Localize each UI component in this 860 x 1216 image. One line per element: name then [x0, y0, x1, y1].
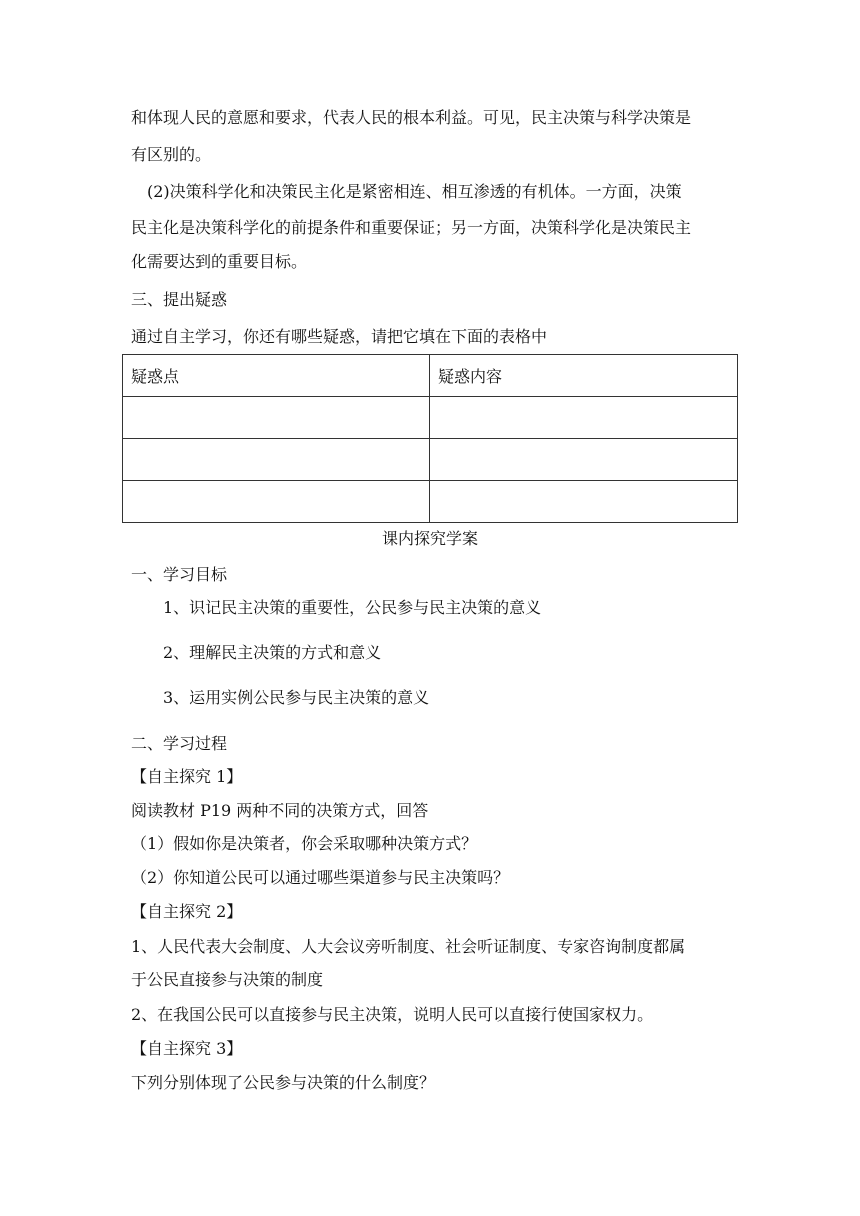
explore-2-statement-2: 2、在我国公民可以直接参与民主决策，说明人民可以直接行使国家权力。: [131, 1005, 654, 1024]
table-cell[interactable]: [123, 481, 430, 523]
doubts-intro: 通过自主学习，你还有哪些疑惑，请把它填在下面的表格中: [131, 327, 548, 346]
table-header-doubt-point: 疑惑点: [123, 355, 430, 397]
goal-item-1: 1、识记民主决策的重要性，公民参与民主决策的意义: [163, 598, 542, 617]
explore-2-statement-1-line-1: 1、人民代表大会制度、人大会议旁听制度、社会听证制度、专家咨询制度都属: [131, 937, 686, 956]
paragraph-1-line-2: 有区别的。: [131, 145, 212, 164]
paragraph-2-line-2: 民主化是决策科学化的前提条件和重要保证；另一方面，决策科学化是决策民主: [131, 218, 692, 237]
section-heading-doubts: 三、提出疑惑: [131, 290, 228, 309]
explore-2-title: 【自主探究 2】: [131, 902, 243, 921]
paragraph-2-line-1: (2)决策科学化和决策民主化是紧密相连、相互渗透的有机体。一方面，决策: [147, 182, 682, 201]
table-header-row: [123, 355, 738, 397]
plan-title: 课内探究学案: [381, 529, 478, 548]
table-row: [123, 397, 738, 439]
doubts-table: [122, 354, 738, 523]
explore-3-title: 【自主探究 3】: [131, 1039, 243, 1058]
paragraph-2-line-3: 化需要达到的重要目标。: [131, 252, 308, 271]
section-heading-goals: 一、学习目标: [131, 565, 228, 584]
table-cell[interactable]: [430, 439, 738, 481]
table-cell[interactable]: [123, 397, 430, 439]
section-heading-process: 二、学习过程: [131, 734, 228, 753]
table-header-doubt-content: 疑惑内容: [430, 355, 738, 397]
explore-1-question-1: （1）假如你是决策者，你会采取哪种决策方式？: [131, 834, 478, 853]
explore-1-question-2: （2）你知道公民可以通过哪些渠道参与民主决策吗？: [131, 868, 510, 887]
table-row: [123, 439, 738, 481]
explore-1-title: 【自主探究 1】: [131, 767, 243, 786]
table-cell[interactable]: [430, 397, 738, 439]
table-cell[interactable]: [123, 439, 430, 481]
goal-item-3: 3、运用实例公民参与民主决策的意义: [163, 688, 430, 707]
paragraph-1-line-1: 和体现人民的意愿和要求，代表人民的根本利益。可见，民主决策与科学决策是: [131, 108, 692, 127]
table-cell[interactable]: [430, 481, 738, 523]
explore-1-intro: 阅读教材 P19 两种不同的决策方式，回答: [131, 801, 429, 820]
explore-3-intro: 下列分别体现了公民参与决策的什么制度？: [131, 1073, 436, 1092]
goal-item-2: 2、理解民主决策的方式和意义: [163, 643, 382, 662]
explore-2-statement-1-line-2: 于公民直接参与决策的制度: [131, 970, 324, 989]
table-row: [123, 481, 738, 523]
